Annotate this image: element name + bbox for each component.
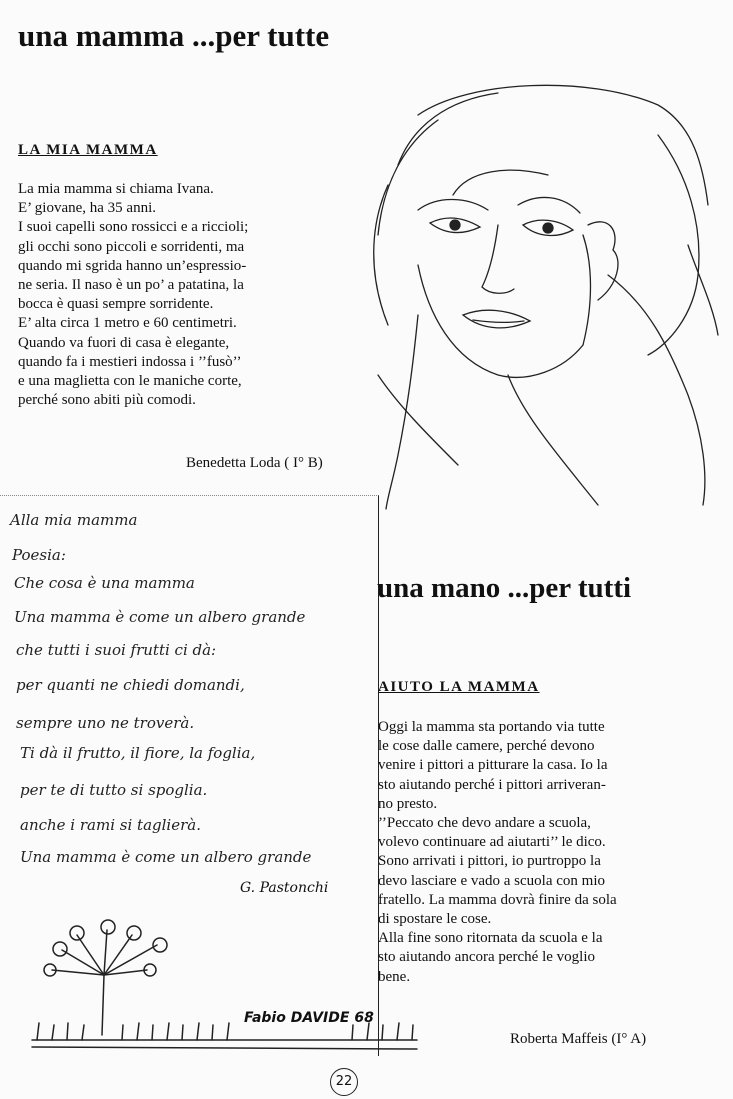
text-line: sto aiutando ancora perché le voglio — [378, 949, 596, 966]
text-line: I suoi capelli sono rossicci e a riccioli; — [18, 219, 249, 236]
poem-line: anche i rami si taglierà. — [20, 816, 201, 834]
tree-drawing — [22, 915, 422, 1065]
author-roberta-maffeis: Roberta Maffeis (I° A) — [510, 1031, 647, 1047]
poem-line: che tutti i suoi frutti ci dà: — [16, 641, 217, 659]
text-line: le cose dalle camere, perché devono — [378, 738, 595, 755]
artist-signature: Fabio DAVIDE 68 — [244, 1010, 374, 1026]
woman-portrait-sketch — [358, 75, 728, 511]
poem-title: Alla mia mamma — [10, 511, 138, 529]
article-body-aiuto-la-mamma — [378, 718, 712, 987]
text-line: no presto. — [378, 795, 438, 812]
page-number: 22 — [330, 1068, 358, 1096]
text-line: La mia mamma si chiama Ivana. — [18, 181, 214, 197]
section-title-mano: una mano ...per tutti — [377, 572, 632, 604]
poem-signature: G. Pastonchi — [240, 880, 329, 896]
text-line: E’ giovane, ha 35 anni. — [18, 200, 157, 217]
text-line: di spostare le cose. — [378, 911, 492, 928]
text-line: volevo continuare ad aiutarti’’ le dico. — [378, 834, 606, 851]
poem-line: Una mamma è come un albero grande — [14, 608, 306, 626]
poem-line: Che cosa è una mamma — [14, 574, 195, 592]
text-line: bocca è quasi sempre sorridente. — [18, 296, 214, 313]
article-heading-la-mia-mamma: LA MIA MAMMA — [18, 142, 158, 158]
text-line: E’ alta circa 1 metro e 60 centimetri. — [18, 315, 237, 332]
text-line: bene. — [378, 968, 411, 985]
section-title-mamma: una mamma ...per tutte — [18, 18, 330, 53]
text-line: gli occhi sono piccoli e sorridenti, ma — [18, 238, 245, 255]
poem-line: sempre uno ne troverà. — [16, 714, 195, 732]
poem-line: per quanti ne chiedi domandi, — [16, 676, 245, 694]
text-line: Quando va fuori di casa è elegante, — [18, 334, 230, 351]
text-line: fratello. La mamma dovrà finire da sola — [378, 891, 617, 908]
text-line: venire i pittori a pitturare la casa. Io la — [378, 757, 608, 774]
text-line: quando fa i mestieri indossa i ’’fusò’’ — [18, 353, 242, 370]
poem-line: Una mamma è come un albero grande — [20, 848, 312, 866]
text-line: Alla fine sono ritornata da scuola e la — [378, 930, 603, 947]
text-line: e una maglietta con le maniche corte, — [18, 373, 242, 390]
text-line: ’’Peccato che devo andare a scuola, — [378, 815, 591, 832]
text-line: quando mi sgrida hanno un’espressio- — [18, 257, 247, 274]
article-heading-aiuto-la-mamma: AIUTO LA MAMMA — [378, 679, 540, 695]
poem-line: per te di tutto si spoglia. — [20, 781, 208, 799]
text-line: Oggi la mamma sta portando via tutte — [378, 719, 605, 735]
text-line: perché sono abiti più comodi. — [18, 392, 196, 409]
text-line: ne seria. Il naso è un po’ a patatina, la — [18, 277, 244, 294]
poem-line: Ti dà il frutto, il fiore, la foglia, — [20, 744, 256, 762]
text-line: Sono arrivati i pittori, io purtroppo la — [378, 853, 601, 870]
text-line: devo lasciare e vado a scuola con mio — [378, 872, 605, 889]
author-benedetta-loda: Benedetta Loda ( I° B) — [186, 455, 323, 471]
article-body-la-mia-mamma — [18, 180, 356, 410]
poem-line: Poesia: — [12, 546, 66, 564]
text-line: sto aiutando perché i pittori arriveran- — [378, 776, 606, 793]
